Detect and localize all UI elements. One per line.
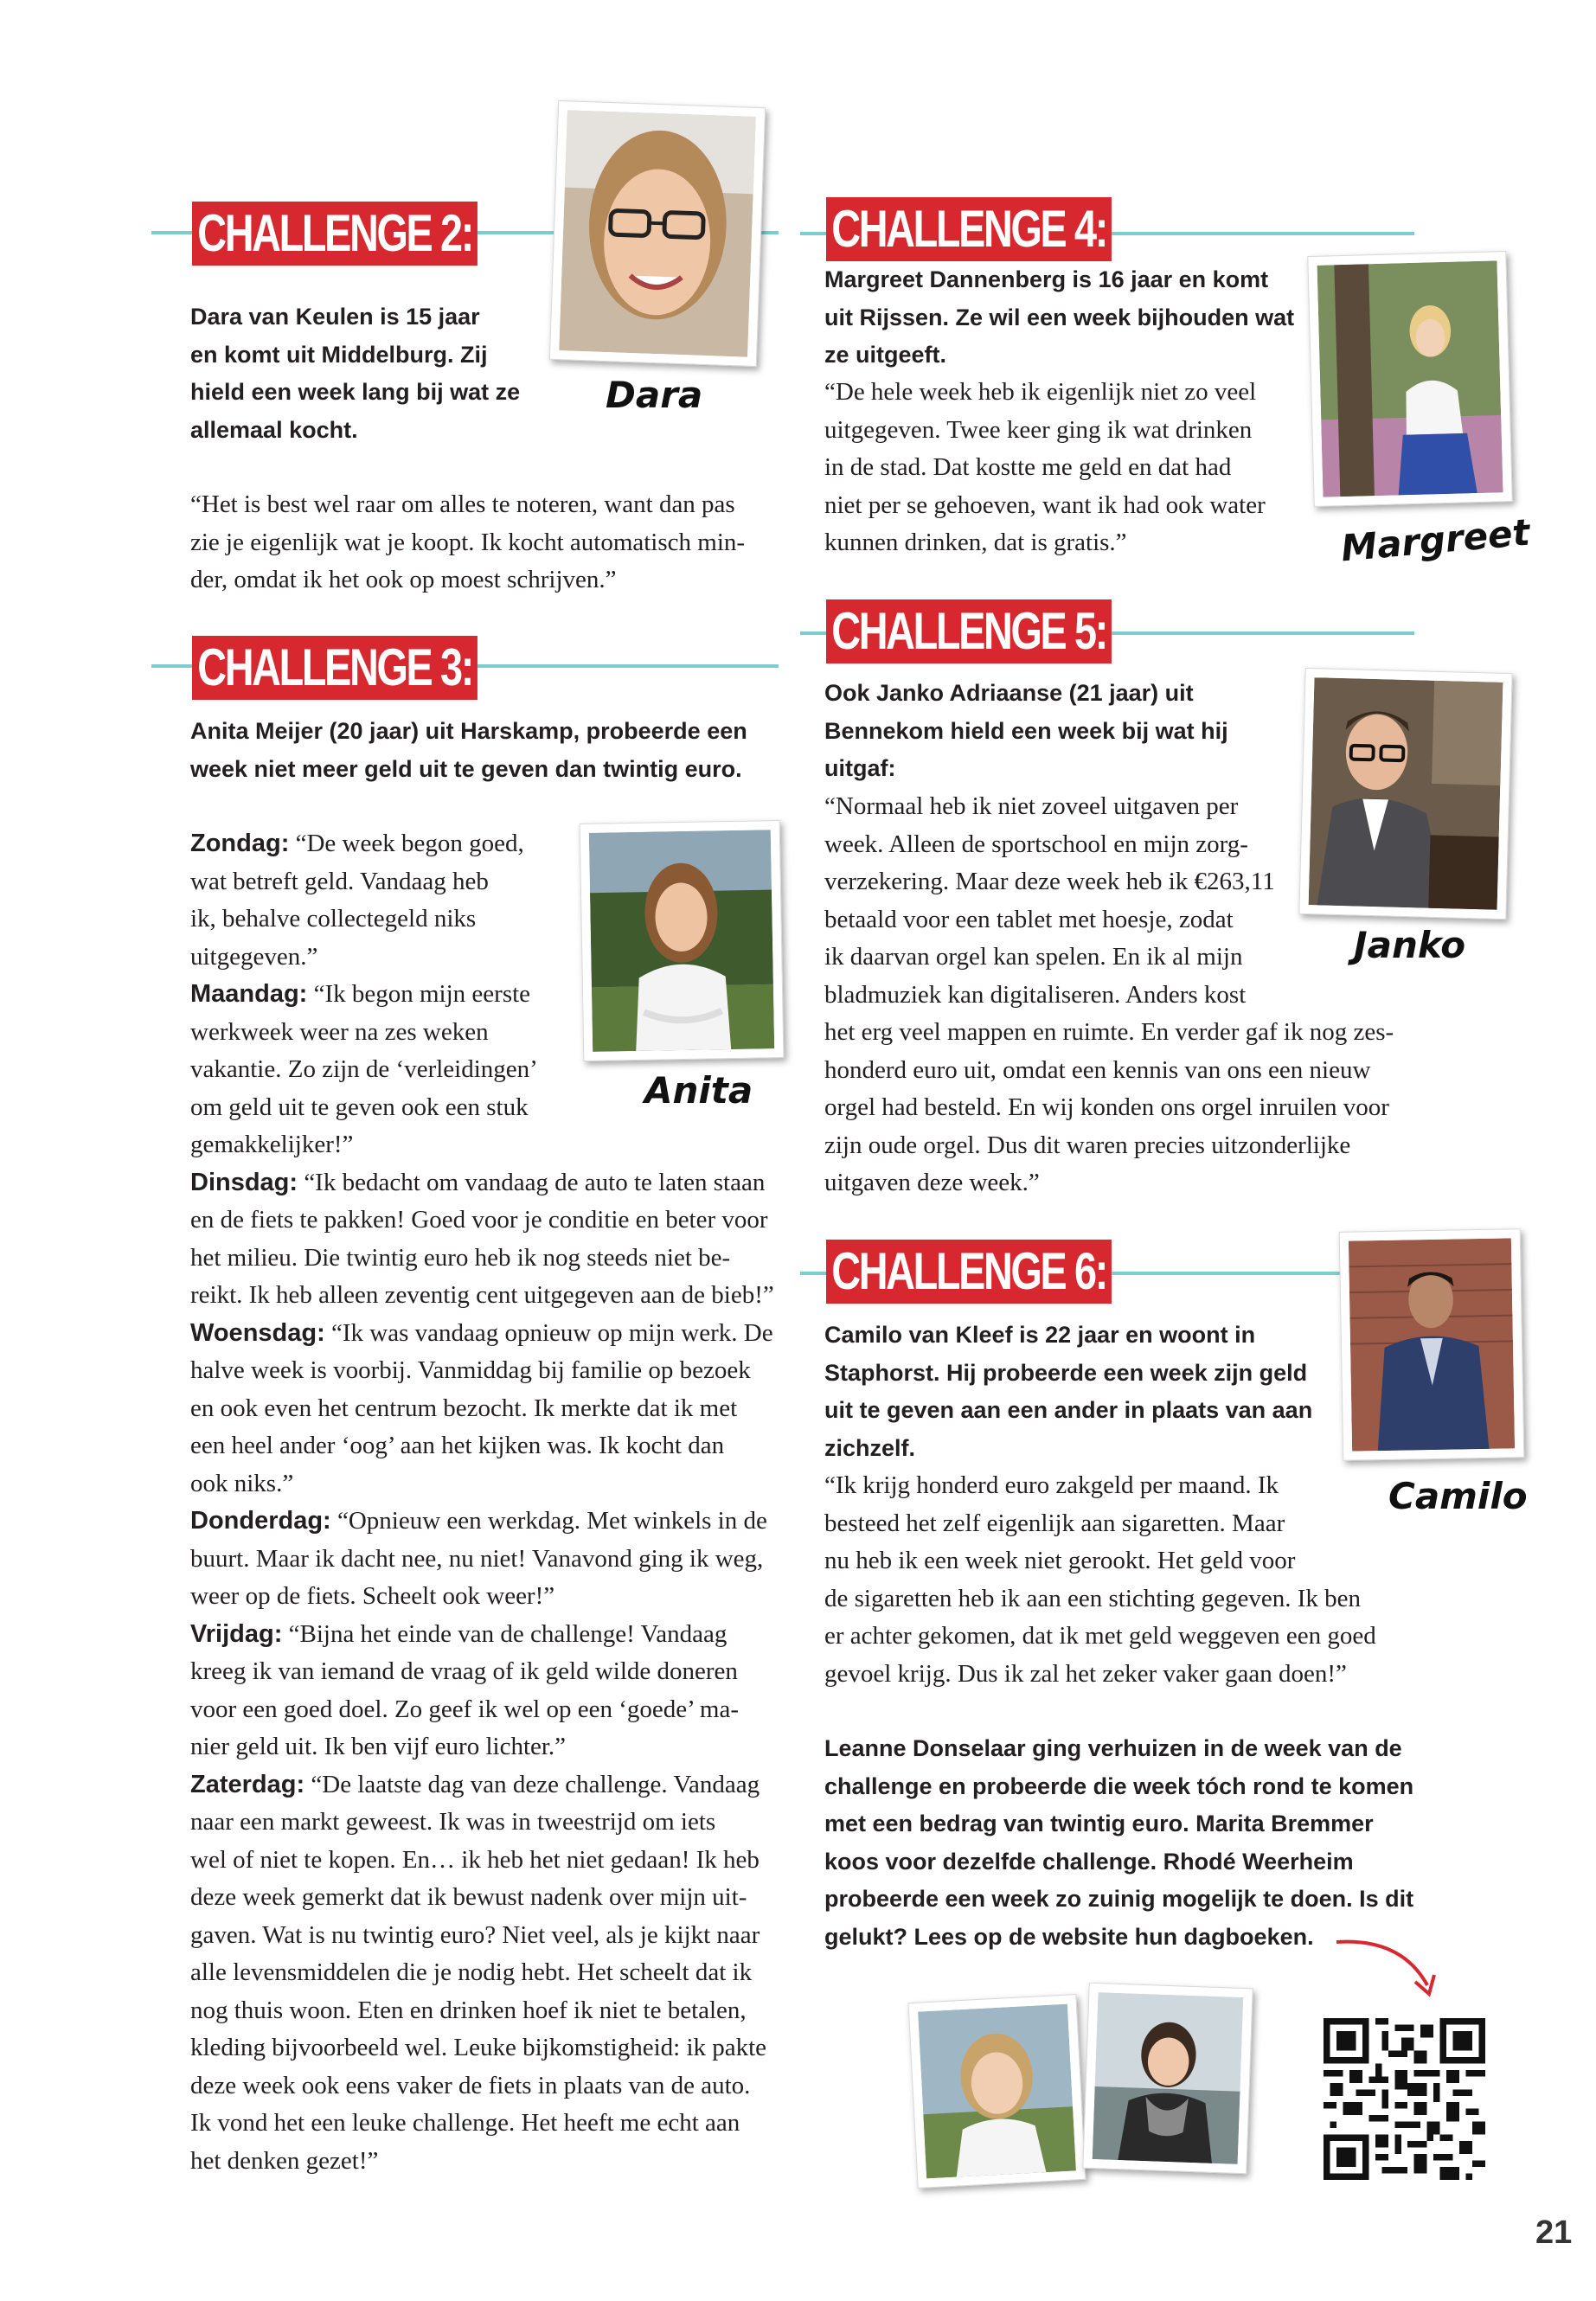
challenge2-intro: Dara van Keulen is 15 jaar en komt uit Middelburg. Zij hield een week lang bij wat ze allemaal kocht. (190, 304, 521, 443)
anita-name: Anita (644, 1069, 753, 1112)
camilo-photo (1339, 1228, 1525, 1461)
page-number: 21 (1535, 2214, 1573, 2251)
challenge6-intro: Camilo van Kleef is 22 jaar en woont in Staphorst. Hij probeerde een week zijn geld uit te geven aan een ander in plaats van aan zichzelf. (824, 1322, 1313, 1461)
vrijdag-label: Vrijdag: (190, 1619, 283, 1648)
challenge4-label: CHALLENGE 4: (826, 197, 1112, 261)
challenge2-quote: “Het is best wel raar om alles te noteren, want dan pas zie je eigenlijk wat je koopt. Ik kocht automatisch min- der, omdat ik het ook op moest schrijven.” (190, 490, 746, 593)
challenge6-label: CHALLENGE 6: (826, 1240, 1112, 1304)
challenge5-quote: “Normaal heb ik niet zoveel uitgaven per week. Alleen de sportschool en mijn zorg- verzekering. Maar deze week heb ik €263,11 betaald voor een tablet met hoesje, zodat ik daarvan orgel kan spelen. En ik al mijn bladmuziek kan digitaliseren. Anders kost het erg veel mappen en ruimte. En verder gaf ik nog zes- honderd euro uit, omdat een kennis van ons een nieuw orgel had besteld. En wij konden ons orgel inruilen voor zijn oude orgel. Dus dit waren precies uitzonderlijke uitgaven deze week.” (824, 792, 1394, 1196)
janko-photo (1298, 668, 1512, 920)
woensdag-label: Woensdag: (190, 1318, 325, 1347)
challenge2-label: CHALLENGE 2: (192, 202, 478, 266)
challenge3-intro: Anita Meijer (20 jaar) uit Harskamp, probeerde een week niet meer geld uit te geven dan twintig euro. (190, 718, 747, 782)
arrow-icon (1332, 1933, 1445, 2003)
margreet-photo (1307, 251, 1513, 507)
janko-name: Janko (1354, 924, 1466, 966)
challenge5-label: CHALLENGE 5: (826, 599, 1112, 663)
outro-text: Leanne Donselaar ging verhuizen in de week van de challenge en probeerde die week tóch rond te komen met een bedrag van twintig euro. Marita Bremmer koos voor dezelfde challenge. Rhodé Weerheim probeerde een week zo zuinig mogelijk te doen. Is dit gelukt? Lees op de website hun dagboeken. (824, 1735, 1414, 1950)
challenge4-quote: “De hele week heb ik eigenlijk niet zo veel uitgegeven. Twee keer ging ik wat drinken in de stad. Dat kostte me geld en dat had niet per se gehoeven, want ik had ook water kunnen drinken, dat is gratis.” (824, 378, 1266, 556)
dara-photo (549, 100, 766, 367)
margreet-name: Margreet (1339, 510, 1532, 570)
zondag-label: Zondag: (190, 830, 290, 857)
marita-photo (1082, 1983, 1253, 2175)
maandag-label: Maandag: (190, 980, 308, 1008)
challenge3-label: CHALLENGE 3: (192, 636, 478, 700)
camilo-name: Camilo (1388, 1475, 1528, 1517)
challenge3-diary: Zondag: “De week begon goed, wat betreft geld. Vandaag heb ik, behalve collectegeld niks uitgegeven.” Maandag: “Ik begon mijn eerste werkweek weer na zes weken vakantie. Zo zijn de ‘verleidingen’ om geld uit te geven ook een stuk gemakkelijker!” Dinsdag: “Ik bedacht om vandaag de auto te laten staan en de fiets te pakken! Goed voor je conditie en beter voor het milieu. Die twintig euro heb ik nog steeds niet be- reikt. Ik heb alleen zeventig cent uitgegeven aan de bieb!” Woensdag: “Ik was vandaag opnieuw op mijn werk. De halve week is voorbij. Vanmiddag bij familie op bezoek en ook even het centrum bezocht. Ik merkte dat ik met een heel ander ‘oog’ aan het kijken was. Ik kocht dan ook niks.” Donderdag: “Opnieuw een werkdag. Met winkels in de buurt. Maar ik dacht nee, nu niet! Vanavond ging ik weg, weer op de fiets. Scheelt ook weer!” Vrijdag: “Bijna het einde van de challenge! Vandaag kreeg ik van iemand de vraag of ik geld wilde doneren voor een goed doel. Zo geef ik wel op een ‘goede’ ma- nier geld uit. Ik ben vijf euro lichter.” Zaterdag: “De laatste dag van deze challenge. Vandaag naar een markt geweest. Ik was in tweestrijd om iets wel of niet te kopen. En… ik heb het niet gedaan! Ik heb deze week gemerkt dat ik bewust nadenk over mijn uit- gaven. Wat is nu twintig euro? Niet veel, als je kijkt naar alle levensmiddelen die je nodig hebt. Het scheelt dat ik nog thuis woon. Eten en drinken hoef ik niet te betalen, kleding bijvoorbeeld wel. Leuke bijkomstigheid: ik pakte deze week ook eens vaker de fiets in plaats van de auto. Ik vond het een leuke challenge. Het heeft me echt aan het denken gezet!” (190, 830, 774, 2175)
dinsdag-label: Dinsdag: (190, 1168, 298, 1196)
qr-code-icon[interactable] (1324, 2018, 1485, 2180)
zaterdag-label: Zaterdag: (190, 1770, 305, 1798)
challenge5-intro: Ook Janko Adriaanse (21 jaar) uit Bennekom hield een week bij wat hij uitgaf: (824, 680, 1228, 781)
challenge6-quote: “Ik krijg honderd euro zakgeld per maand. Ik besteed het zelf eigenlijk aan sigaretten. Maar nu heb ik een week niet gerookt. Het geld voor de sigaretten heb ik aan een stichting gegeven. Ik ben er achter gekomen, dat ik met geld weggeven een goed gevoel krijg. Dus ik zal het zeker vaker gaan doen!” (824, 1471, 1376, 1688)
leanne-photo (908, 1994, 1086, 2189)
challenge4-intro: Margreet Dannenberg is 16 jaar en komt uit Rijssen. Ze wil een week bijhouden wat ze uitgeeft. (824, 266, 1295, 368)
dara-name: Dara (606, 374, 703, 416)
donderdag-label: Donderdag: (190, 1507, 331, 1535)
